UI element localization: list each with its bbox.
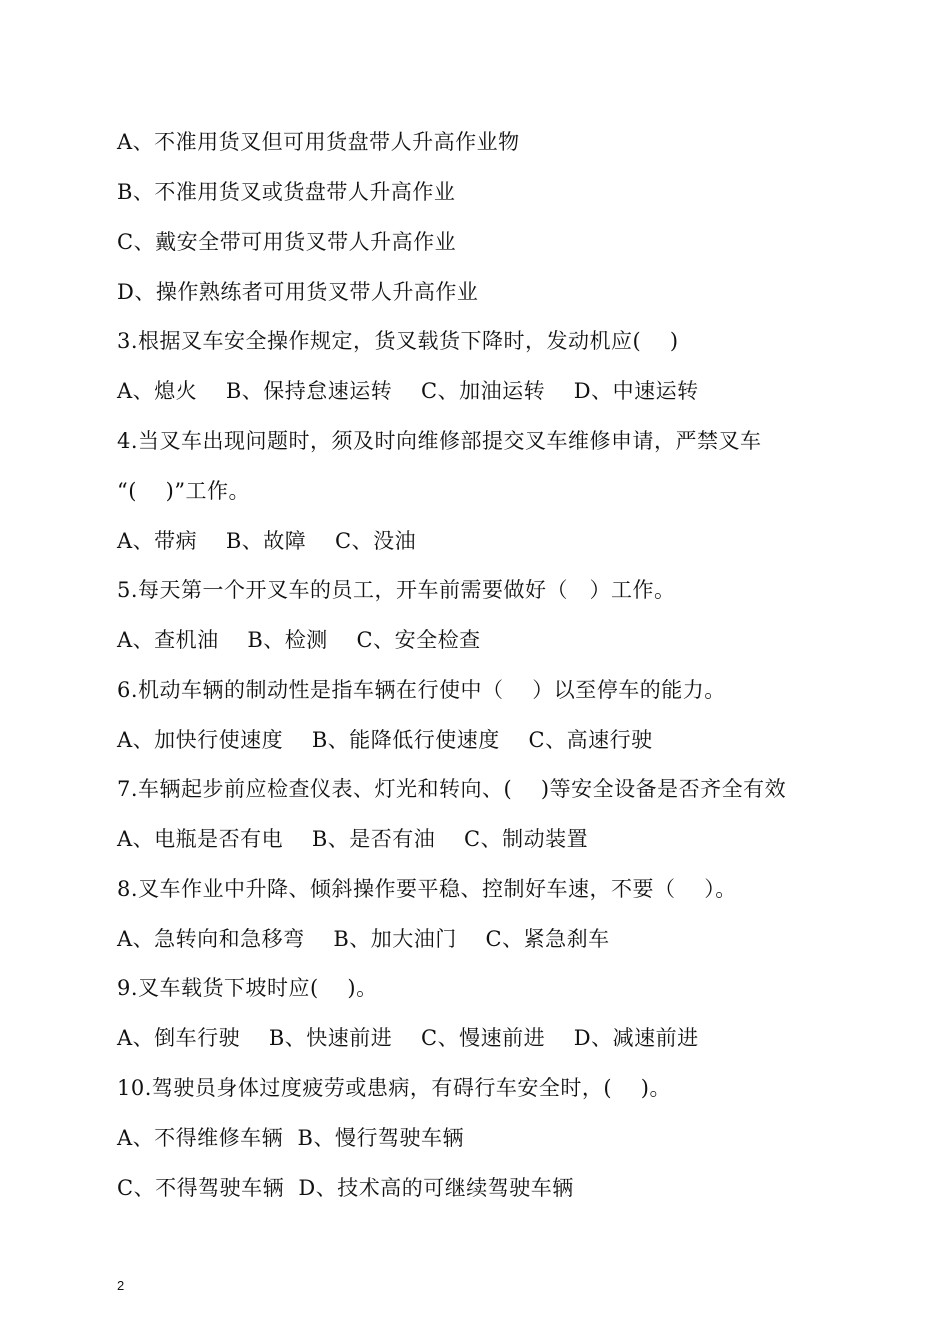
option-line: D、操作熟练者可用货叉带人升高作业 (117, 280, 479, 304)
option-line: A、倒车行驶 B、快速前进 C、慢速前进 D、减速前进 (117, 1026, 699, 1050)
question-line: 10.驾驶员身体过度疲劳或患病，有碍行车安全时，( )。 (117, 1076, 671, 1100)
question-line: 7.车辆起步前应检查仪表、灯光和转向、( )等安全设备是否齐全有效 (117, 777, 787, 801)
question-line: 4.当叉车出现问题时，须及时向维修部提交叉车维修申请，严禁叉车 (117, 429, 762, 453)
option-line: A、熄火 B、保持怠速运转 C、加油运转 D、中速运转 (117, 379, 699, 403)
option-line: A、电瓶是否有电 B、是否有油 C、制动装置 (117, 827, 589, 851)
option-line: A、不得维修车辆 B、慢行驾驶车辆 (117, 1126, 464, 1150)
question-line: 6.机动车辆的制动性是指车辆在行使中（ ）以至停车的能力。 (117, 678, 726, 702)
option-line: C、不得驾驶车辆 D、技术高的可继续驾驶车辆 (117, 1176, 574, 1200)
option-line: A、查机油 B、检测 C、安全检查 (117, 628, 481, 652)
option-line: B、不准用货叉或货盘带人升高作业 (117, 180, 456, 204)
option-line: A、加快行使速度 B、能降低行使速度 C、高速行驶 (117, 728, 653, 752)
option-line: A、急转向和急移弯 B、加大油门 C、紧急刹车 (117, 927, 610, 951)
option-line: A、不准用货叉但可用货盘带人升高作业物 (117, 130, 520, 154)
question-line: 9.叉车载货下坡时应( )。 (117, 976, 378, 1000)
option-line: C、戴安全带可用货叉带人升高作业 (117, 230, 457, 254)
question-line: 3.根据叉车安全操作规定，货叉载货下降时，发动机应( ) (117, 329, 679, 353)
question-line: 8.叉车作业中升降、倾斜操作要平稳、控制好车速，不要（ ）。 (117, 877, 737, 901)
option-line: A、带病 B、故障 C、没油 (117, 529, 417, 553)
question-line: 5.每天第一个开叉车的员工，开车前需要做好（ ）工作。 (117, 578, 676, 602)
question-line-continued: “( )”工作。 (117, 479, 251, 503)
page-number: 2 (117, 1278, 125, 1293)
